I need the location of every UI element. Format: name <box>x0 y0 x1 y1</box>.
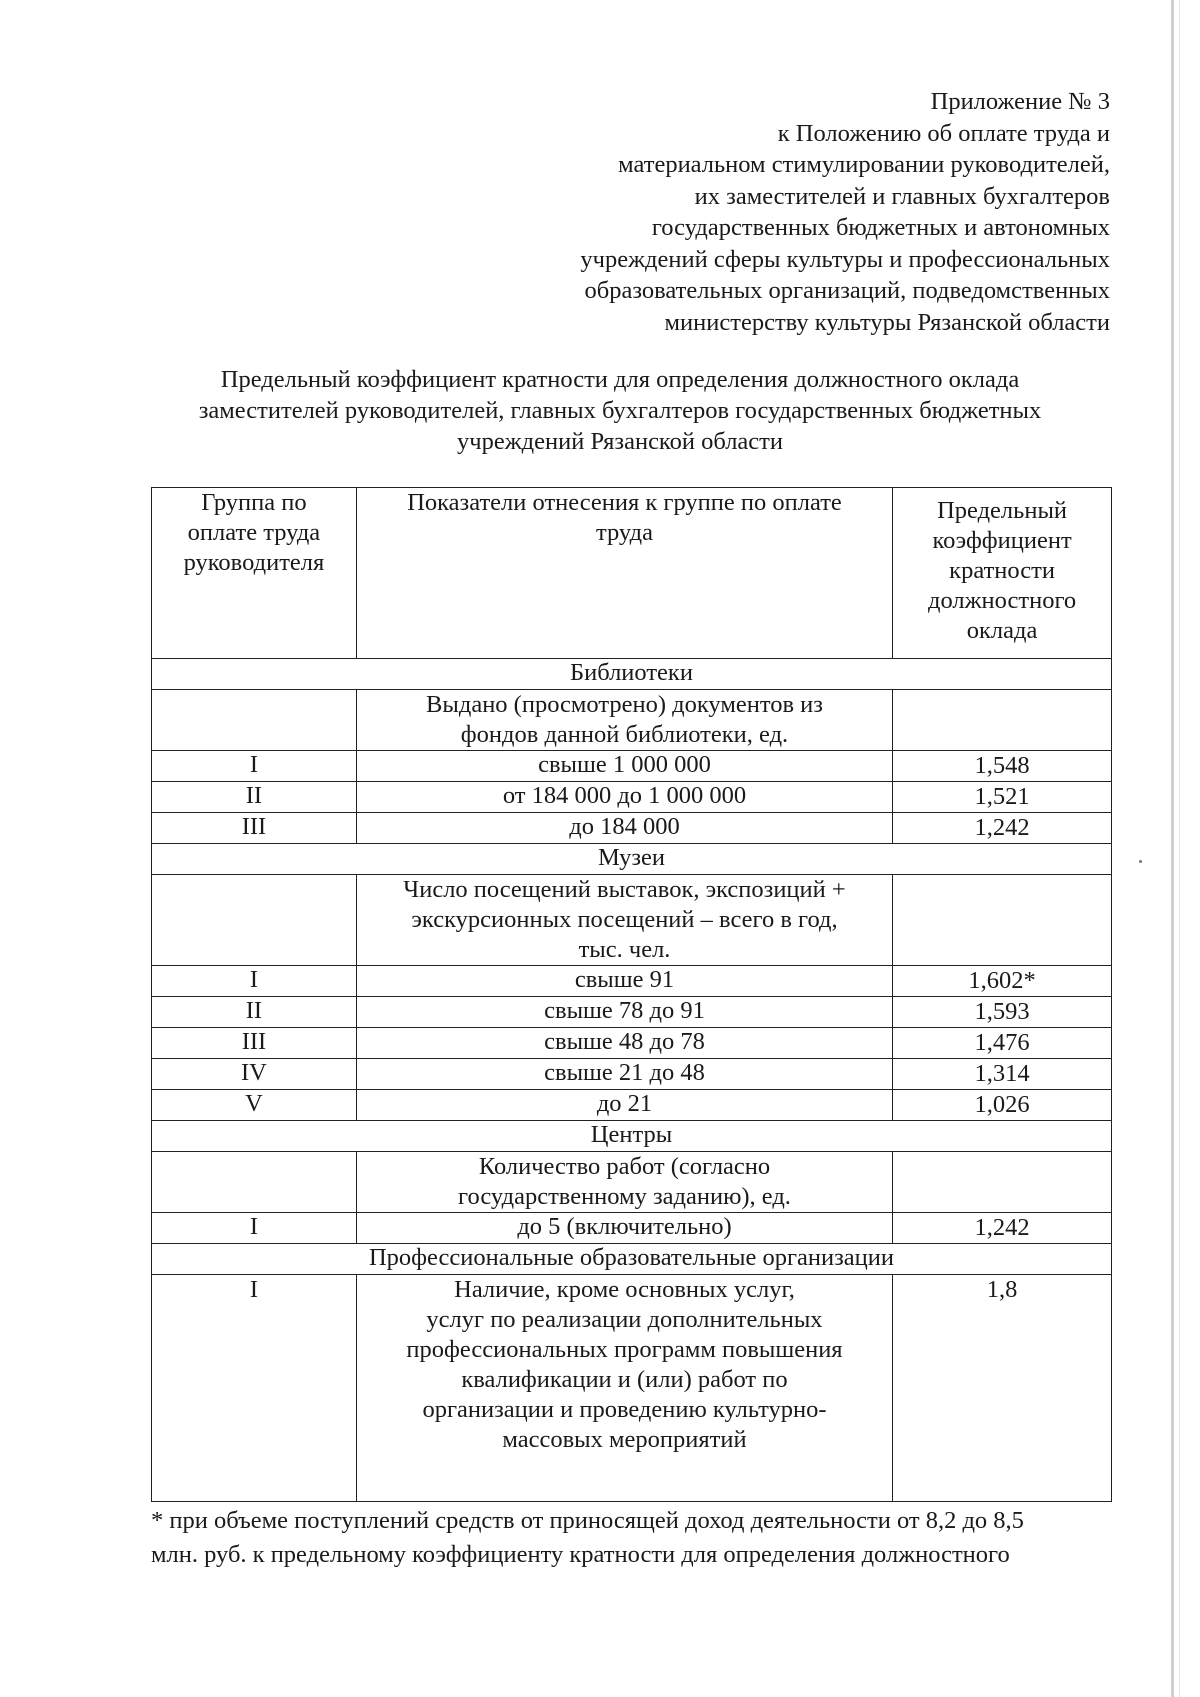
group-cell: IV <box>152 1059 357 1090</box>
appendix-line: к Положению об оплате труда и <box>777 119 1110 147</box>
criterion-text: организации и проведению культурно- <box>422 1396 827 1423</box>
appendix-line: образовательных организаций, подведомственных <box>584 277 1110 304</box>
header-text: коэффициент <box>932 527 1072 554</box>
indicator-text: Число посещений выставок, экспозиций + <box>403 876 846 903</box>
coef-cell: 1,548 <box>893 751 1112 782</box>
group-cell: I <box>152 751 357 782</box>
indicator-cell <box>356 1152 892 1213</box>
coef-cell: 1,521 <box>893 782 1112 813</box>
coef-cell: 1,242 <box>893 813 1112 844</box>
criterion-text: Наличие, кроме основных услуг, <box>454 1276 795 1303</box>
table-row <box>152 997 1112 1028</box>
group-cell: I <box>152 1275 357 1502</box>
header-text: кратности <box>949 557 1055 584</box>
criterion-cell: свыше 91 <box>356 966 892 997</box>
coefficient-table <box>151 487 1112 1502</box>
table-row <box>152 1275 1112 1502</box>
group-cell: I <box>152 966 357 997</box>
coef-cell: 1,242 <box>893 1213 1112 1244</box>
criterion-text: профессиональных программ повышения <box>406 1336 843 1363</box>
header-text: оплате труда <box>187 519 321 546</box>
section-title: Центры <box>152 1121 1112 1152</box>
table-row <box>152 782 1112 813</box>
criterion-cell: свыше 48 до 78 <box>356 1028 892 1059</box>
table-row <box>152 1059 1112 1090</box>
criterion-text: квалификации и (или) работ по <box>461 1366 788 1393</box>
header-text: Предельный <box>937 497 1068 524</box>
criterion-text: услуг по реализации дополнительных <box>426 1306 823 1333</box>
coef-cell: 1,314 <box>893 1059 1112 1090</box>
criterion-cell: свыше 78 до 91 <box>356 997 892 1028</box>
criterion-cell: от 184 000 до 1 000 000 <box>356 782 892 813</box>
group-cell: V <box>152 1090 357 1121</box>
coef-cell: 1,026 <box>893 1090 1112 1121</box>
title-line: учреждений Рязанской области <box>457 428 783 455</box>
section-row <box>152 1244 1112 1275</box>
indicator-text: тыс. чел. <box>578 936 671 963</box>
group-cell: III <box>152 1028 357 1059</box>
header-text: должностного <box>927 587 1077 614</box>
indicator-text: государственному заданию), ед. <box>458 1183 791 1210</box>
indicator-text: экскурсионных посещений – всего в год, <box>411 906 838 933</box>
appendix-line: государственных бюджетных и автономных <box>651 214 1110 241</box>
indicator-cell <box>356 875 892 966</box>
scan-page-edge <box>1171 0 1174 1697</box>
header-text: труда <box>596 519 653 546</box>
appendix-line: министерству культуры Рязанской области <box>664 308 1110 336</box>
empty-cell <box>893 875 1112 966</box>
header-text: Показатели отнесения к группе по оплате <box>407 489 842 516</box>
footnote <box>151 1504 1116 1572</box>
empty-cell <box>152 1152 357 1213</box>
header-coef-cell <box>893 488 1112 659</box>
title-line: заместителей руководителей, главных бухгалтеров государственных бюджетных <box>198 397 1042 424</box>
criterion-cell: свыше 1 000 000 <box>356 751 892 782</box>
section-title: Музеи <box>152 844 1112 875</box>
appendix-line: Приложение № 3 <box>930 88 1110 115</box>
coef-cell: 1,476 <box>893 1028 1112 1059</box>
table-row <box>152 1090 1112 1121</box>
appendix-line: их заместителей и главных бухгалтеров <box>694 182 1110 210</box>
scan-page-edge-thin <box>1179 0 1180 1697</box>
criterion-cell: до 21 <box>356 1090 892 1121</box>
criterion-cell: до 5 (включительно) <box>356 1213 892 1244</box>
header-group-cell <box>152 488 357 659</box>
empty-cell <box>893 690 1112 751</box>
header-text: Группа по <box>201 489 307 516</box>
indicator-cell <box>356 690 892 751</box>
criterion-cell: свыше 21 до 48 <box>356 1059 892 1090</box>
indicator-row <box>152 875 1112 966</box>
empty-cell <box>893 1152 1112 1213</box>
table-row <box>152 813 1112 844</box>
coef-cell: 1,593 <box>893 997 1112 1028</box>
indicator-text: Выдано (просмотрено) документов из <box>426 691 823 718</box>
indicator-row <box>152 1152 1112 1213</box>
section-row <box>152 1121 1112 1152</box>
coef-cell: 1,8 <box>893 1275 1112 1502</box>
group-cell: II <box>152 997 357 1028</box>
section-row <box>152 659 1112 690</box>
table-row <box>152 1213 1112 1244</box>
criterion-cell: до 184 000 <box>356 813 892 844</box>
table-row <box>152 966 1112 997</box>
title-line: Предельный коэффициент кратности для определения должностного оклада <box>220 366 1020 393</box>
coef-cell: 1,602* <box>893 966 1112 997</box>
empty-cell <box>152 690 357 751</box>
section-row <box>152 844 1112 875</box>
table-row <box>152 751 1112 782</box>
table-row <box>152 1028 1112 1059</box>
footnote-line: * при объеме поступлений средств от приносящей доход деятельности от 8,2 до 8,5 <box>151 1507 1024 1534</box>
criterion-cell <box>356 1275 892 1502</box>
group-cell: II <box>152 782 357 813</box>
appendix-line: материальном стимулировании руководителей, <box>618 151 1110 178</box>
header-indicator-cell <box>356 488 892 659</box>
header-text: руководителя <box>183 549 325 576</box>
section-title: Библиотеки <box>152 659 1112 690</box>
appendix-line: учреждений сферы культуры и профессиональных <box>580 245 1110 273</box>
appendix-header <box>410 86 1110 338</box>
footnote-line: млн. руб. к предельному коэффициенту кратности для определения должностного <box>151 1541 1010 1568</box>
indicator-text: фондов данной библиотеки, ед. <box>460 721 789 748</box>
scan-speck <box>1139 860 1142 863</box>
document-title <box>140 364 1100 457</box>
indicator-text: Количество работ (согласно <box>478 1153 771 1180</box>
section-title: Профессиональные образовательные организации <box>152 1244 1112 1275</box>
empty-cell <box>152 875 357 966</box>
group-cell: I <box>152 1213 357 1244</box>
header-text: оклада <box>966 617 1038 644</box>
indicator-row <box>152 690 1112 751</box>
criterion-text: массовых мероприятий <box>502 1426 747 1453</box>
table-header-row <box>152 488 1112 659</box>
group-cell: III <box>152 813 357 844</box>
